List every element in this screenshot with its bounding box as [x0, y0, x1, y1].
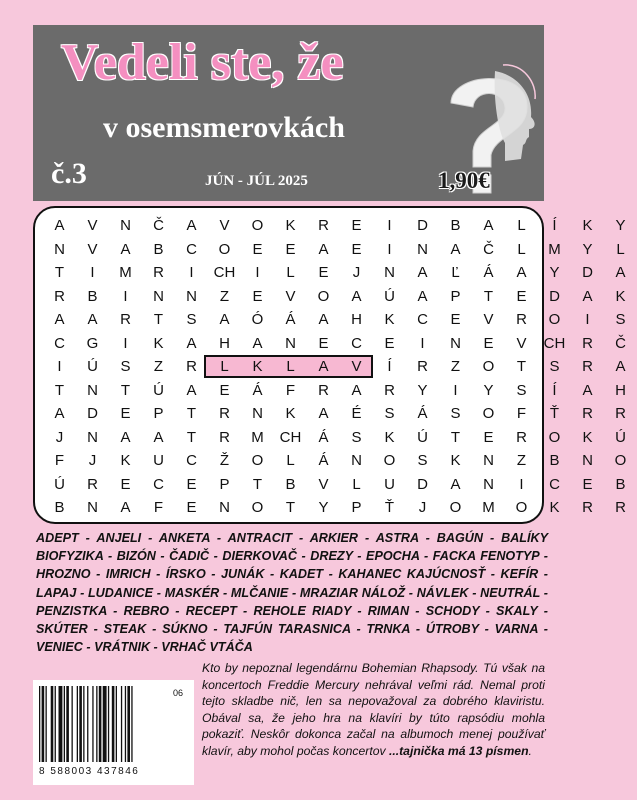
grid-cell: T [153, 311, 164, 328]
grid-cell: H [219, 334, 230, 352]
subtitle: v osemsmerovkách [103, 111, 345, 144]
barcode-bar [96, 686, 97, 762]
grid-cell: N [582, 452, 593, 469]
grid-cell: K [153, 334, 164, 352]
grid-cell: Í [387, 358, 392, 375]
grid-cell: B [450, 217, 461, 234]
grid-cell: L [286, 358, 295, 375]
grid-cell: N [483, 475, 494, 493]
grid-cell: L [286, 264, 295, 281]
grid-cell: O [548, 311, 561, 328]
grid-cell: O [251, 217, 264, 234]
grid-cell: N [87, 381, 98, 399]
grid-cell: Y [615, 217, 626, 234]
grid-cell: K [549, 499, 560, 516]
grid-cell: CH [543, 334, 566, 352]
grid-cell: S [351, 428, 362, 446]
grid-cell: C [351, 334, 362, 352]
barcode [33, 680, 194, 785]
grid-cell: N [54, 240, 65, 258]
grid-cell: N [87, 499, 98, 516]
grid-cell: K [450, 452, 461, 469]
grid-cell: A [615, 358, 626, 375]
grid-cell: N [252, 405, 263, 422]
barcode-addon: 06 [173, 688, 184, 698]
grid-cell: E [483, 334, 494, 352]
grid-cell: E [120, 405, 131, 422]
grid-cell: Ú [417, 428, 428, 446]
grid-cell: R [54, 287, 65, 305]
barcode-number: 8 588003 437846 [39, 766, 140, 777]
grid-cell: E [252, 287, 263, 305]
grid-cell: V [219, 217, 230, 234]
word-search-grid [33, 206, 627, 524]
barcode-bar [39, 686, 40, 762]
grid-cell: A [615, 264, 626, 281]
grid-cell: G [86, 334, 99, 352]
grid-cell: E [384, 334, 395, 352]
grid-cell: M [548, 240, 561, 258]
grid-cell: D [549, 287, 560, 305]
grid-cell: K [582, 428, 593, 446]
grid-cell: R [153, 264, 164, 281]
story-text [202, 660, 545, 760]
barcode-bar [59, 686, 63, 762]
grid-cell: T [252, 475, 263, 493]
grid-cell: O [251, 499, 264, 516]
grid-cell: A [417, 287, 428, 305]
grid-cell: N [384, 264, 395, 281]
grid-cell: A [54, 405, 65, 422]
grid-cell: A [120, 499, 131, 516]
grid-cell: S [516, 381, 527, 399]
grid-cell: Č [615, 334, 626, 352]
grid-cell: R [516, 428, 527, 446]
grid-cell: S [417, 452, 428, 469]
grid-cell: C [153, 475, 164, 493]
grid-cell: R [516, 311, 527, 328]
barcode-bar [72, 686, 73, 762]
grid-cell: F [285, 381, 296, 399]
grid-cell: E [186, 499, 197, 516]
grid-row [43, 214, 637, 238]
grid-cell: I [189, 264, 194, 281]
grid-cell: I [123, 334, 128, 352]
grid-cell: A [318, 405, 329, 422]
grid-cell: V [285, 287, 296, 305]
grid-cell: E [186, 475, 197, 493]
grid-cell: V [87, 240, 98, 258]
grid-cell: Á [252, 381, 263, 399]
grid-cell: M [482, 499, 495, 516]
grid-cell: E [582, 475, 593, 493]
grid-cell: O [383, 452, 396, 469]
grid-cell: Ľ [451, 264, 460, 281]
grid-cell: R [615, 405, 626, 422]
grid-cell: Í [552, 381, 557, 399]
grid-cell: E [483, 428, 494, 446]
grid-cell: A [318, 358, 329, 375]
grid-cell: P [219, 475, 230, 493]
grid-cell: Z [450, 358, 461, 375]
grid-cell: A [219, 311, 230, 328]
grid-cell: N [120, 217, 131, 234]
grid-cell: K [384, 311, 395, 328]
grid-cell: L [517, 217, 526, 234]
grid-cell: C [54, 334, 65, 352]
grid-cell: Á [318, 452, 329, 469]
grid-cell: T [450, 428, 461, 446]
grid-cell: B [549, 452, 560, 469]
grid-cell: A [153, 428, 164, 446]
grid-cell: Z [153, 358, 164, 375]
grid-cell: Ú [153, 381, 164, 399]
grid-cell: Y [582, 240, 593, 258]
grid-cell: I [123, 287, 128, 305]
grid-cell: L [286, 452, 295, 469]
grid-cell: J [352, 264, 361, 281]
barcode-bar [92, 686, 93, 762]
grid-cell: T [516, 358, 527, 375]
grid-cell: R [384, 381, 395, 399]
grid-cell: A [120, 428, 131, 446]
grid-cell: Á [318, 428, 329, 446]
grid-row [43, 473, 637, 497]
barcode-bar [77, 686, 78, 762]
grid-cell: T [483, 287, 494, 305]
grid-cell: A [450, 240, 461, 258]
grid-cell: O [482, 405, 495, 422]
grid-cell: E [450, 311, 461, 328]
grid-cell: R [87, 475, 98, 493]
grid-cell: E [285, 240, 296, 258]
grid-cell: O [482, 358, 495, 375]
grid-cell: A [252, 334, 263, 352]
grid-cell: Č [483, 240, 494, 258]
grid-cell: E [351, 217, 362, 234]
grid-cell: K [285, 217, 296, 234]
grid-cell: L [616, 240, 625, 258]
grid-cell: B [87, 287, 98, 305]
grid-cell: O [614, 452, 627, 469]
barcode-bar [87, 686, 88, 762]
barcode-bars [39, 686, 169, 764]
grid-cell: L [517, 240, 526, 258]
grid-cell: R [186, 358, 197, 375]
grid-cell: E [219, 381, 230, 399]
grid-cell: H [351, 311, 362, 328]
story-body: Kto by nepoznal legendárnu Bohemian Rhapsody. Tú však na koncertoch Freddie Mercury nehrával veľmi rád. Nemal proti tejto skladbe nič, len sa nepovažoval za dobrého klaviristu. Obával sa, že jeho hra na klavíri by túto rapsódiu mohla pokaziť. Neskôr dokonca začal na albumoch menej používať klavír, aby mohol počas koncertov [202, 661, 545, 758]
grid-cell: I [519, 475, 524, 493]
grid-cell: H [615, 381, 626, 399]
grid-cell: I [387, 240, 392, 258]
grid-cell: R [219, 405, 230, 422]
grid-row [43, 355, 637, 379]
grid-cell: A [318, 240, 329, 258]
grid-cell: T [285, 499, 296, 516]
barcode-bar [66, 686, 69, 762]
grid-cell: A [450, 475, 461, 493]
grid-cell: D [417, 217, 428, 234]
barcode-bar [51, 686, 54, 762]
grid-cell: V [351, 358, 362, 375]
grid-cell: R [219, 428, 230, 446]
issue-number: č.3 [51, 157, 87, 190]
barcode-bar [131, 686, 132, 762]
grid-cell: Y [549, 264, 560, 281]
grid-cell: E [318, 334, 329, 352]
grid-cell: V [87, 217, 98, 234]
grid-cell: A [54, 217, 65, 234]
barcode-bar [112, 686, 115, 762]
grid-cell: Á [417, 405, 428, 422]
grid-row [43, 261, 637, 285]
barcode-bar [121, 686, 122, 762]
page-title: Vedeli ste, že [61, 34, 344, 91]
grid-cell: Á [483, 264, 494, 281]
grid-cell: R [582, 358, 593, 375]
barcode-bar [83, 686, 84, 762]
grid-cell: B [54, 499, 65, 516]
word-list: ADEPT - ANJELI - ANKETA - ANTRACIT - ARKIER - ASTRA - BAGÚN - BALÍKY BIOFYZIKA - BIZÓN - ČADIČ - DIERKOVAČ - DREZY - EPOCHA - FACKA FENOTYP - HROZNO - IMRICH - ÍRSKO - JUNÁK - KADET - KAHANEC KAJÚCNOSŤ - KEFÍR - LAPAJ - LUDANICE - MASKÉR - MLČANIE - MRAZIAR NÁLOŽ - NÁVLEK - NEUTRÁL - PENZISTKA - REBRO - RECEPT - REHOLE RIADY - RIMAN - SCHODY - SKALY - SKÚTER - STEAK - SÚKNO - TAJFÚN TARASNICA - TRNKA - ÚTROBY - VARNA - VENIEC - VRÁTNIK - VRHAČ VTÁČA [36, 531, 548, 655]
grid-cell: S [384, 405, 395, 422]
grid-cell: J [418, 499, 427, 516]
grid-cell: P [351, 499, 362, 516]
grid-cell: N [285, 334, 296, 352]
grid-cell: C [186, 240, 197, 258]
grid-cell: E [351, 240, 362, 258]
grid-cell: Ť [549, 405, 560, 422]
grid-row [43, 379, 637, 403]
grid-row [43, 496, 637, 520]
grid-cell: A [483, 217, 494, 234]
grid-cell: A [582, 381, 593, 399]
barcode-bar [116, 686, 117, 762]
grid-cell: K [615, 287, 626, 305]
grid-cell: D [87, 405, 98, 422]
grid-cell: Č [153, 217, 164, 234]
grid-cell: A [417, 264, 428, 281]
grid-cell: I [90, 264, 95, 281]
grid-cell: S [450, 405, 461, 422]
barcode-bar [127, 686, 130, 762]
grid-cell: Ó [251, 311, 264, 328]
grid-cell: F [54, 452, 65, 469]
grid-cell: D [417, 475, 428, 493]
grid-cell: K [285, 405, 296, 422]
grid-row [43, 332, 637, 356]
grid-cell: Ú [87, 358, 98, 375]
price: 1,90€ [438, 168, 490, 193]
grid-cell: A [120, 240, 131, 258]
grid-cell: I [585, 311, 590, 328]
grid-cell: I [57, 358, 62, 375]
grid-cell: R [615, 499, 626, 516]
barcode-bar [79, 686, 82, 762]
grid-cell: Á [285, 311, 296, 328]
grid-cell: R [417, 358, 428, 375]
grid-cell: B [615, 475, 626, 493]
grid-cell: A [87, 311, 98, 328]
story-end: . [528, 743, 532, 758]
grid-cell: A [186, 381, 197, 399]
grid-cell: R [318, 381, 329, 399]
grid-cell: P [153, 405, 164, 422]
grid-cell: A [516, 264, 527, 281]
grid-cell: T [54, 381, 65, 399]
grid-cell: R [318, 217, 329, 234]
grid-cell: S [120, 358, 131, 375]
grid-cell: F [153, 499, 164, 516]
barcode-bar [125, 686, 126, 762]
grid-cell: A [186, 334, 197, 352]
grid-cell: N [219, 499, 230, 516]
grid-cell: M [119, 264, 132, 281]
grid-cell: Ú [615, 428, 626, 446]
grid-cell: N [483, 452, 494, 469]
grid-cell: N [417, 240, 428, 258]
grid-cell: I [387, 217, 392, 234]
barcode-bar [103, 686, 107, 762]
grid-cell: C [417, 311, 428, 328]
grid-cell: E [516, 287, 527, 305]
grid-cell: S [615, 311, 626, 328]
grid-cell: B [285, 475, 296, 493]
barcode-bar [64, 686, 65, 762]
issue-date: JÚN - JÚL 2025 [205, 173, 308, 189]
grid-cell: N [87, 428, 98, 446]
grid-cell: N [153, 287, 164, 305]
letter-grid [43, 214, 637, 520]
grid-cell: É [351, 405, 362, 422]
grid-cell: L [352, 475, 361, 493]
grid-cell: A [351, 381, 362, 399]
grid-cell: T [186, 428, 197, 446]
grid-cell: Ž [219, 452, 230, 469]
grid-cell: P [450, 287, 461, 305]
barcode-bar [99, 686, 102, 762]
grid-cell: S [549, 358, 560, 375]
grid-cell: N [351, 452, 362, 469]
grid-cell: A [318, 311, 329, 328]
grid-cell: V [516, 334, 527, 352]
story-hint: ...tajnička má 13 písmen [388, 743, 529, 758]
grid-cell: E [120, 475, 131, 493]
grid-cell: A [582, 287, 593, 305]
grid-cell: O [317, 287, 330, 305]
grid-cell: O [449, 499, 462, 516]
grid-row [43, 238, 637, 262]
grid-cell: K [384, 428, 395, 446]
grid-cell: K [582, 217, 593, 234]
barcode-bar [42, 686, 45, 762]
grid-cell: C [186, 452, 197, 469]
grid-cell: Y [483, 381, 494, 399]
barcode-bar [46, 686, 47, 762]
grid-cell: B [153, 240, 164, 258]
grid-row [43, 402, 637, 426]
grid-cell: CH [279, 428, 302, 446]
grid-cell: O [251, 452, 264, 469]
grid-cell: J [88, 452, 97, 469]
grid-row [43, 308, 637, 332]
grid-cell: K [252, 358, 263, 375]
grid-cell: S [186, 311, 197, 328]
grid-cell: J [55, 428, 64, 446]
grid-cell: Ú [54, 475, 65, 493]
grid-cell: D [582, 264, 593, 281]
grid-cell: U [153, 452, 164, 469]
grid-row [43, 285, 637, 309]
grid-cell: Z [219, 287, 230, 305]
grid-cell: O [218, 240, 231, 258]
grid-cell: I [453, 381, 458, 399]
grid-cell: Ú [384, 287, 395, 305]
grid-cell: C [549, 475, 560, 493]
grid-cell: N [450, 334, 461, 352]
grid-cell: A [54, 311, 65, 328]
grid-cell: L [220, 358, 229, 375]
grid-cell: R [582, 405, 593, 422]
grid-cell: O [548, 428, 561, 446]
grid-cell: E [318, 264, 329, 281]
grid-cell: I [420, 334, 425, 352]
grid-cell: A [186, 217, 197, 234]
grid-cell: Ť [384, 499, 395, 516]
grid-cell: K [120, 452, 131, 469]
grid-cell: O [515, 499, 528, 516]
barcode-bar [108, 686, 109, 762]
grid-cell: N [186, 287, 197, 305]
grid-cell: R [582, 334, 593, 352]
grid-cell: I [255, 264, 260, 281]
grid-cell: F [516, 405, 527, 422]
grid-cell: V [483, 311, 494, 328]
barcode-bar [55, 686, 56, 762]
grid-row [43, 426, 637, 450]
grid-cell: T [120, 381, 131, 399]
grid-cell: R [120, 311, 131, 328]
grid-cell: R [582, 499, 593, 516]
grid-cell: U [384, 475, 395, 493]
grid-cell: T [54, 264, 65, 281]
grid-cell: M [251, 428, 264, 446]
grid-cell: V [318, 475, 329, 493]
grid-cell: Y [417, 381, 428, 399]
grid-cell: T [186, 405, 197, 422]
grid-row [43, 449, 637, 473]
grid-cell: A [351, 287, 362, 305]
grid-cell: Z [516, 452, 527, 469]
grid-cell: CH [213, 264, 236, 281]
grid-cell: Y [318, 499, 329, 516]
grid-cell: E [252, 240, 263, 258]
grid-cell: Í [552, 217, 557, 234]
